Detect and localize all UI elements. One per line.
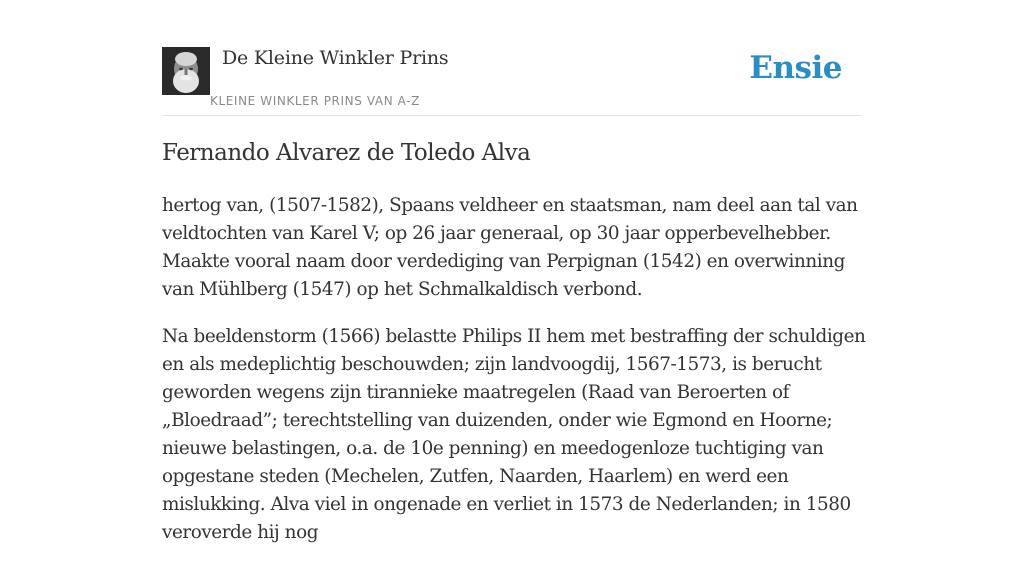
- source-header: [162, 44, 862, 116]
- article-paragraph: Na beeldenstorm (1566) belastte Philips II hem met bestraffing der schuldigen en als medeplichtig beschouwden; zijn landvoogdij, 1567-1573, is berucht geworden wegens zijn tirannieke maatregelen (Raad van Beroerten of „Bloedraad”; terechtstelling van duizenden, onder wie Egmond en Hoorne; nieuwe belastingen, o.a. de 10e penning) en meedogenloze tuchtiging van opgestane steden (Mechelen, Zutfen, Naarden, Haarlem) en werd een mislukking. Alva viel in ongenade en verliet in 1573 de Nederlanden; in 1580 veroverde hij nog: [162, 326, 866, 543]
- avatar[interactable]: [162, 47, 210, 95]
- header-divider: [162, 115, 862, 116]
- source-name-link[interactable]: De Kleine Winkler Prins: [222, 47, 449, 69]
- article-title: Fernando Alvarez de Toledo Alva: [162, 140, 531, 166]
- article-body: [162, 192, 872, 566]
- article-paragraph: hertog van, (1507-1582), Spaans veldheer en staatsman, nam deel aan tal van veldtochten van Karel V; op 26 jaar generaal, op 30 jaar opperbevelhebber. Maakte vooral naam door verdediging van Perpignan (1542) en overwinning van Mühlberg (1547) op het Schmalkaldisch verbond.: [162, 195, 858, 300]
- source-subtitle[interactable]: KLEINE WINKLER PRINS VAN A-Z: [210, 94, 420, 108]
- avatar-portrait-icon: [162, 47, 210, 95]
- brand-logo[interactable]: Ensie: [749, 50, 842, 86]
